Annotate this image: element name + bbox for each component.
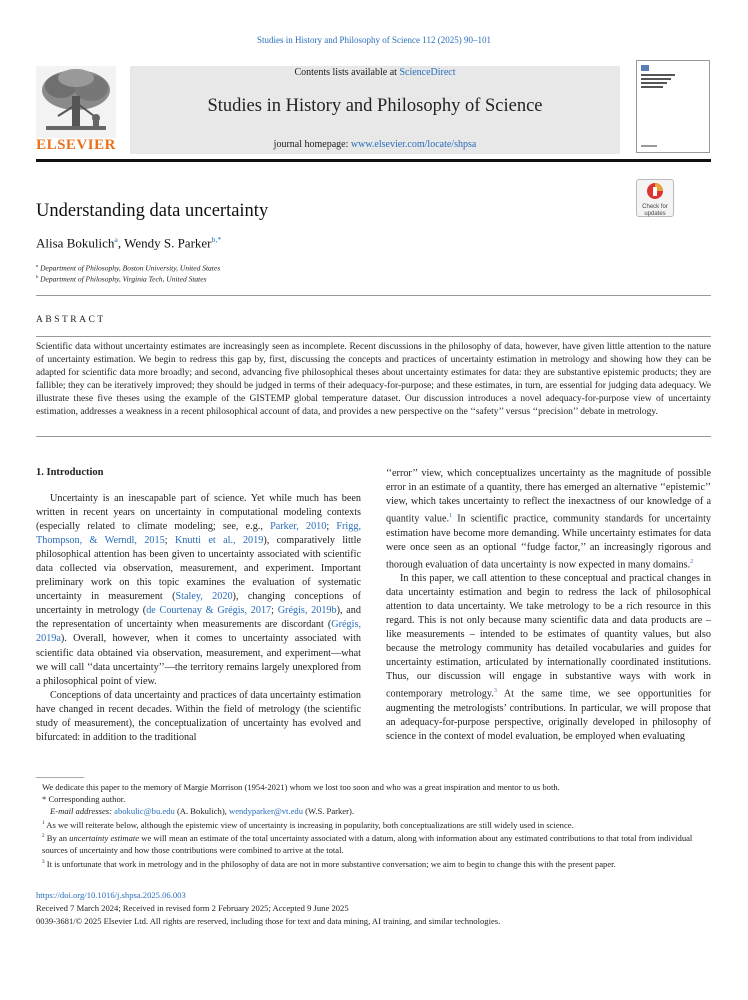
- paragraph: [386, 467, 711, 572]
- journal-homepage: [130, 139, 620, 150]
- copyright-notice: 0039-3681/© 2025 Elsevier Ltd. All rights are reserved, including those for text and data mining, AI training, and similar technologies.: [36, 916, 501, 926]
- footnote-marker[interactable]: 1: [449, 513, 453, 520]
- header-rule: [36, 159, 711, 162]
- abstract-text: Scientific data without uncertainty estimates are increasingly seen as incomplete. Recent discussions in the philosophy of data, however, have given little attention to the nature of uncertainty estimation. We begin to redress this gap by, first, discussing the concepts and practices of uncertainty estimation in metrology and showing how they can be adapted for scientific data more broadly; and second, advancing five philosophical theses about uncertainty estimates for data: they are substantive epistemic products; they are fallible; they can be iteratively improved; they should be judged in terms of their adequacy-for-purpose; and these estimates, in turn, are essential for judging data adequacy. We illustrate these five theses using the example of the GISTEMP global temperature dataset. Our discussion introduces a novel adequacy-for-purpose view of uncertainty estimation, addresses a weakness in a recent philosophical account of data, and provides a new perspective on the ‘‘safety’’ versus ‘‘precision’’ debate in metrology.: [36, 342, 711, 417]
- email-label: E-mail addresses:: [50, 805, 112, 816]
- text: ). Overall, however, when it comes to uncertainty associated with scientific data obtained via observation, measurement, and experiment—what we will call ‘‘data uncertainty’’—the territory remains largely unexplored from a philosophical point of view.: [36, 633, 361, 687]
- contents-prefix: Contents lists available at: [294, 67, 400, 78]
- journal-title: Studies in History and Philosophy of Science: [207, 96, 543, 116]
- affiliation-sup: a: [36, 263, 39, 268]
- divider: [36, 436, 711, 437]
- email-link[interactable]: abokulic@bu.edu: [114, 805, 175, 816]
- crossmark-icon: [637, 180, 673, 202]
- citation-link[interactable]: Parker, 2010: [270, 521, 327, 533]
- contents-availability: [130, 67, 620, 78]
- footnote-text: Corresponding author.: [48, 793, 126, 804]
- text: At the same time, we see opportunities for augmenting the metrologists’ contributions. In particular, we will propose that an adequacy-for-purpose perspective, originally developed in philosophy of science in the context of model evaluation, be employed when evaluating: [386, 688, 711, 743]
- footnote-number: 3: [42, 859, 45, 866]
- text: In scientific practice, community standards for uncertainty estimation have become more demanding. While uncertainty estimates for data were once seen as an optional ‘‘fudge factor,’’ an increasingly rigorous and thorough evaluation of data uncertainty is now expected in many domains.: [386, 513, 711, 571]
- crossmark-label: Check for updates: [642, 204, 668, 217]
- text: ;: [271, 605, 278, 617]
- footnote-text: By an: [46, 833, 70, 844]
- affiliation: [36, 274, 207, 284]
- body-column-right: [386, 467, 711, 744]
- journal-cover-thumbnail[interactable]: [636, 60, 710, 153]
- paragraph: [386, 572, 711, 744]
- corresponding-note: [36, 794, 711, 806]
- text: Uncertainty is an inescapable part of science. Yet while much has been written in recent years on uncertainty in computational modeling contexts (especially related to climate modeling; see, e.g.,: [36, 493, 361, 533]
- divider: [36, 336, 711, 337]
- body-column-left: [36, 492, 361, 745]
- footnote-text: we will mean an estimate of the total uncertainty associated with a datum, along with information about any estimated contributions to that total from individual sources of uncertainty and how those contributions were combined to arrive at the total.: [42, 833, 693, 856]
- footnote-mark: *: [42, 793, 47, 804]
- footnote-marker[interactable]: 3: [493, 688, 497, 695]
- footnote-3: [36, 857, 711, 871]
- text: ), changing conceptions of uncertainty in metrology (: [36, 591, 361, 617]
- cover-icon: [637, 61, 709, 152]
- footnote-emphasis: uncertainty estimate: [69, 833, 140, 844]
- tree-icon: [36, 66, 116, 138]
- footnote-text: It is unfortunate that work in metrology and in the philosophy of data are not in more substantive conversation; we aim to begin to change this with the present paper.: [46, 859, 616, 870]
- affiliation-marker[interactable]: b,*: [211, 235, 222, 244]
- homepage-prefix: journal homepage:: [273, 139, 351, 150]
- affiliation-marker[interactable]: a: [114, 235, 118, 244]
- email-owner: (A. Bokulich),: [174, 805, 229, 816]
- author-name[interactable]: Alisa Bokulich: [36, 235, 115, 251]
- footnotes: [36, 782, 711, 871]
- paragraph: Conceptions of data uncertainty and practices of data uncertainty estimation have changed in recent decades. Within the field of metrology (the scientific study of measurement), the conceptualization of uncertainty has evolved and bifurcated: in addition to the traditional: [36, 689, 361, 743]
- email-link[interactable]: wendyparker@vt.edu: [228, 805, 303, 816]
- email-note: [36, 806, 711, 818]
- footnote-number: 1: [42, 819, 45, 826]
- author-separator: ,: [117, 235, 125, 251]
- text: ), comparatively little philosophical attention has been given to uncertainty associated with scientific data collected via observation, measurement, and experiment. Important preliminary work on this topic examines the evaluation of systematic uncertainty in measurement (: [36, 535, 361, 603]
- affiliation: [36, 263, 220, 273]
- elsevier-wordmark: ELSEVIER: [36, 137, 116, 153]
- footnote-number: 2: [42, 833, 45, 840]
- footnote-marker[interactable]: 2: [690, 558, 694, 565]
- text: In this paper, we call attention to these conceptual and practical changes in data uncertainty estimation and begin to redress the lack of philosophical attention to data uncertainty. We take metrology to be a rich resource in this regard. This is not only because many scientific data and data products are – like measurements – intended to be estimates of quantity values, but also because the metrology community has detailed vocabularies and guides for uncertainty estimation, articulated by internationally coordinated institutions. Thus, our discussion will engage in substantive ways with work in contemporary metrology.: [386, 573, 711, 700]
- author-name[interactable]: Wendy S. Parker: [124, 235, 212, 251]
- text: ;: [164, 535, 175, 547]
- dedication-note: We dedicate this paper to the memory of Margie Morrison (1954-2021) whom we lost too soon and who was a great inspiration and mentor to us both.: [42, 782, 560, 792]
- citation-link[interactable]: de Courtenay & Grégis, 2017: [146, 605, 272, 617]
- journal-reference-link[interactable]: Studies in History and Philosophy of Science 112 (2025) 90–101: [257, 35, 491, 45]
- text: ‘‘error’’ view, which conceptualizes uncertainty as the magnitude of possible error in an estimate of a quantity, there has emerged an alternative ‘‘epistemic’’ view, which takes uncertainty to reflect the inexactness of our knowledge of a quantity value.: [386, 468, 711, 525]
- author-list: [36, 235, 221, 251]
- affiliation-text: Department of Philosophy, Virginia Tech, United States: [40, 274, 207, 284]
- sciencedirect-link[interactable]: ScienceDirect: [399, 67, 456, 78]
- citation-link[interactable]: Grégis, 2019a: [36, 619, 361, 645]
- email-owner: (W.S. Parker).: [303, 805, 354, 816]
- affiliation-sup: b: [36, 274, 39, 279]
- article-title: Understanding data uncertainty: [36, 201, 269, 221]
- citation-link[interactable]: Knutti et al., 2019: [174, 535, 264, 547]
- doi-link[interactable]: https://doi.org/10.1016/j.shpsa.2025.06.003: [36, 890, 186, 900]
- paragraph: [36, 492, 361, 689]
- divider: [36, 295, 711, 296]
- section-heading: 1. Introduction: [36, 467, 104, 478]
- footnote-1: [36, 818, 711, 832]
- citation-link[interactable]: Staley, 2020: [175, 591, 233, 603]
- citation-link[interactable]: Grégis, 2019b: [277, 605, 337, 617]
- affiliation-text: Department of Philosophy, Boston University, United States: [40, 263, 221, 273]
- received-dates: Received 7 March 2024; Received in revised form 2 February 2025; Accepted 9 June 2025: [36, 903, 349, 913]
- homepage-link[interactable]: www.elsevier.com/locate/shpsa: [350, 139, 477, 150]
- footnote-text: As we will reiterate below, although the epistemic view of uncertainty is increasing in popularity, both conceptualizations are still widely used in science.: [46, 819, 574, 830]
- footnote-divider: [36, 777, 84, 778]
- footnote-2: [36, 831, 711, 857]
- text: ), and the representation of uncertainty when measurements are discordant (: [36, 605, 361, 631]
- text: ;: [326, 521, 337, 533]
- abstract-heading: ABSTRACT: [36, 315, 106, 325]
- citation-link[interactable]: Frigg, Thompson, & Werndl, 2015: [36, 521, 361, 547]
